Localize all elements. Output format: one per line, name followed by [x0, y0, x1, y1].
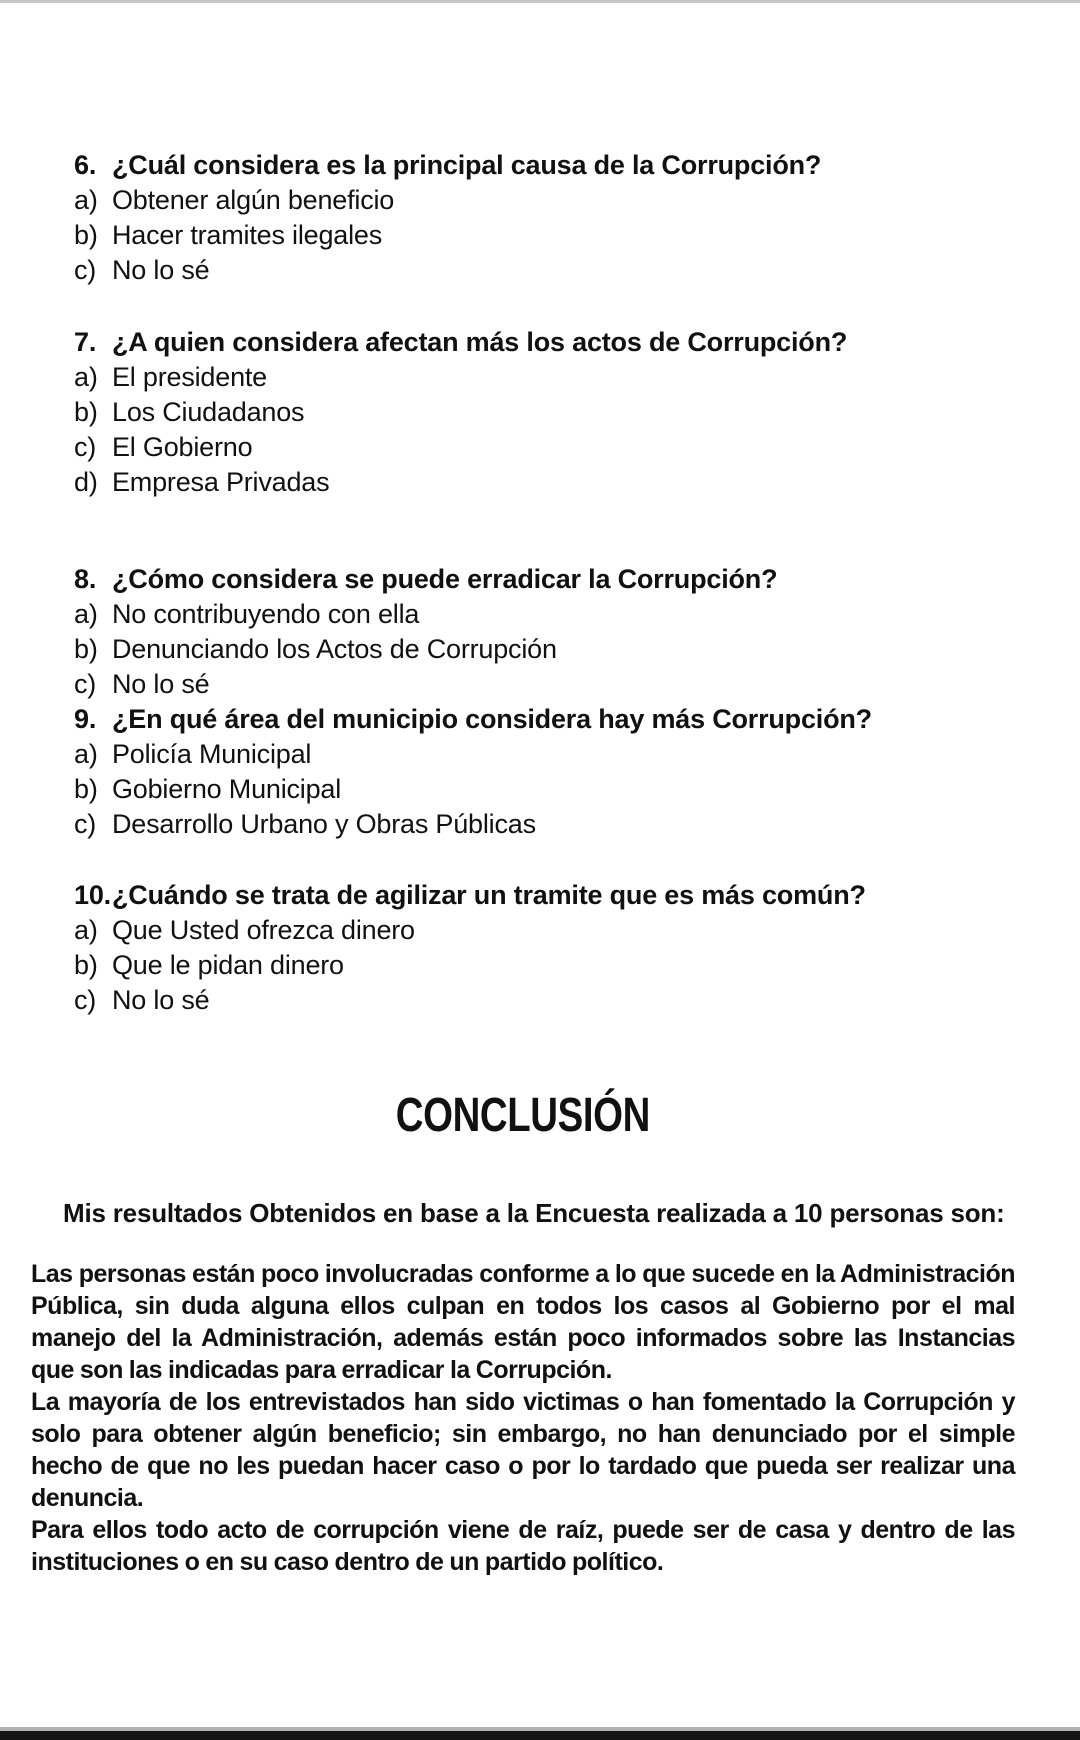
option-text: No contribuyendo con ella	[112, 599, 420, 629]
question-heading	[74, 878, 1014, 913]
question-8	[74, 562, 1014, 702]
option-row	[74, 772, 1014, 807]
option-row	[74, 218, 1014, 253]
option-letter: a)	[74, 739, 98, 769]
survey-questions	[74, 148, 1014, 1018]
option-letter: b)	[74, 950, 98, 980]
option-text: Que Usted ofrezca dinero	[112, 915, 415, 945]
conclusion-paragraphs	[31, 1258, 1015, 1578]
option-text: Hacer tramites ilegales	[112, 220, 383, 250]
option-row	[74, 360, 1014, 395]
option-row	[74, 913, 1014, 948]
question-text: ¿Cuándo se trata de agilizar un tramite que es más común?	[112, 880, 866, 910]
question-heading	[74, 702, 1014, 737]
question-10	[74, 878, 1014, 1018]
option-row	[74, 183, 1014, 218]
option-letter: b)	[74, 774, 98, 804]
option-text: No lo sé	[112, 669, 210, 699]
option-text: Obtener algún beneficio	[112, 185, 395, 215]
option-text: Gobierno Municipal	[112, 774, 342, 804]
option-row	[74, 597, 1014, 632]
conclusion-intro: Mis resultados Obtenidos en base a la Encuesta realizada a 10 personas son:	[63, 1198, 1005, 1228]
question-6	[74, 148, 1014, 288]
option-letter: d)	[74, 467, 98, 497]
question-number: 8.	[74, 564, 97, 594]
option-text: Denunciando los Actos de Corrupción	[112, 634, 557, 664]
option-text: Los Ciudadanos	[112, 397, 305, 427]
option-row	[74, 667, 1014, 702]
option-row	[74, 807, 1014, 842]
top-border-bar	[0, 0, 1080, 3]
conclusion-paragraph: Las personas están poco involucradas conforme a lo que sucede en la Administración Pública, sin duda alguna ellos culpan en todos los casos al Gobierno por el mal manejo del la Administración, además están poco informados sobre las Instancias que son las indicadas para erradicar la Corrupción.	[31, 1260, 1015, 1384]
option-row	[74, 465, 1014, 500]
option-row	[74, 737, 1014, 772]
question-text: ¿Cómo considera se puede erradicar la Corrupción?	[112, 564, 778, 594]
option-letter: c)	[74, 809, 97, 839]
conclusion-paragraph: La mayoría de los entrevistados han sido victimas o han fomentado la Corrupción y solo para obtener algún beneficio; sin embargo, no han denunciado por el simple hecho de que no les puedan hacer caso o por lo tardado que pueda ser realizar una denuncia.	[31, 1388, 1015, 1512]
option-row	[74, 253, 1014, 288]
question-7	[74, 325, 1014, 500]
option-text: Empresa Privadas	[112, 467, 330, 497]
option-letter: b)	[74, 634, 98, 664]
option-letter: a)	[74, 362, 98, 392]
option-letter: a)	[74, 599, 98, 629]
option-row	[74, 632, 1014, 667]
question-text: ¿Cuál considera es la principal causa de la Corrupción?	[112, 150, 822, 180]
option-letter: a)	[74, 915, 98, 945]
conclusion-heading	[31, 1088, 1015, 1144]
question-number: 7.	[74, 327, 97, 357]
option-text: Desarrollo Urbano y Obras Públicas	[112, 809, 536, 839]
option-text: No lo sé	[112, 255, 210, 285]
question-heading	[74, 325, 1014, 360]
question-heading	[74, 148, 1014, 183]
bottom-border-bar	[0, 1731, 1080, 1740]
option-letter: c)	[74, 985, 97, 1015]
option-letter: c)	[74, 669, 97, 699]
option-row	[74, 395, 1014, 430]
option-letter: b)	[74, 397, 98, 427]
option-letter: a)	[74, 185, 98, 215]
option-text: Policía Municipal	[112, 739, 312, 769]
option-text: El presidente	[112, 362, 267, 392]
option-letter: b)	[74, 220, 98, 250]
question-number: 9.	[74, 704, 97, 734]
option-letter: c)	[74, 432, 97, 462]
option-row	[74, 983, 1014, 1018]
question-9	[74, 702, 1014, 842]
option-row	[74, 430, 1014, 465]
question-text: ¿En qué área del municipio considera hay más Corrupción?	[112, 704, 872, 734]
option-text: Que le pidan dinero	[112, 950, 344, 980]
question-heading	[74, 562, 1014, 597]
question-number: 10.	[74, 880, 111, 910]
option-row	[74, 948, 1014, 983]
conclusion-paragraph: Para ellos todo acto de corrupción viene de raíz, puede ser de casa y dentro de las instituciones o en su caso dentro de un partido político.	[31, 1516, 1015, 1576]
option-text: El Gobierno	[112, 432, 253, 462]
option-letter: c)	[74, 255, 97, 285]
option-text: No lo sé	[112, 985, 210, 1015]
question-number: 6.	[74, 150, 97, 180]
question-text: ¿A quien considera afectan más los actos de Corrupción?	[112, 327, 848, 357]
conclusion-heading-text: CONCLUSIÓN	[395, 1089, 651, 1142]
